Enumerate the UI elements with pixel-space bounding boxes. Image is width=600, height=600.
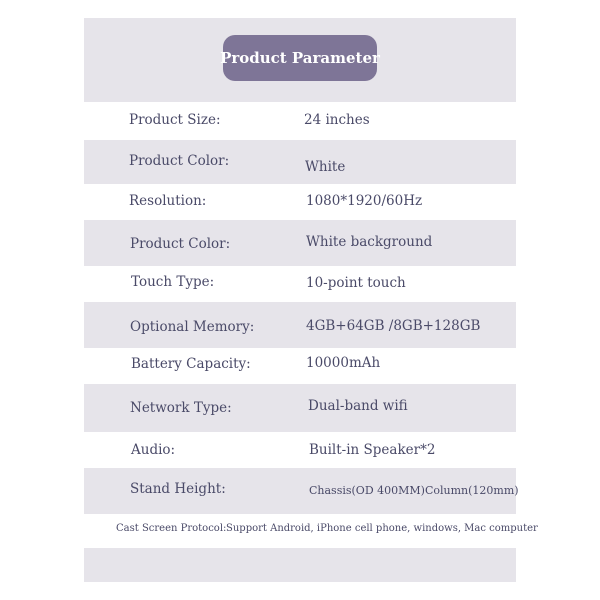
param-row bbox=[84, 266, 516, 302]
product-parameter-sheet bbox=[84, 18, 538, 582]
param-row bbox=[84, 184, 516, 220]
param-label: Resolution: bbox=[129, 193, 207, 209]
param-label: Optional Memory: bbox=[130, 319, 255, 335]
param-label: Product Color: bbox=[130, 236, 231, 252]
param-value: White background bbox=[306, 234, 433, 250]
title-badge: Product Parameter bbox=[223, 35, 377, 81]
param-value: Support Android, iPhone cell phone, windows, Mac computer bbox=[226, 523, 538, 534]
param-row bbox=[84, 220, 516, 266]
param-row bbox=[84, 514, 538, 548]
param-value: 1080*1920/60Hz bbox=[306, 193, 423, 209]
param-value: Built-in Speaker*2 bbox=[309, 442, 436, 458]
param-label: Audio: bbox=[131, 442, 176, 458]
param-label: Stand Height: bbox=[130, 481, 226, 497]
param-value: 10000mAh bbox=[306, 355, 381, 371]
param-value: 24 inches bbox=[304, 112, 370, 128]
param-label: Network Type: bbox=[130, 400, 232, 416]
param-row bbox=[84, 102, 516, 140]
param-label: Product Size: bbox=[129, 112, 221, 128]
param-label: Battery Capacity: bbox=[131, 356, 251, 372]
param-label: Product Color: bbox=[129, 153, 230, 169]
param-row bbox=[84, 140, 516, 184]
param-row bbox=[84, 348, 516, 384]
param-value: Chassis(OD 400MM)Column(120mm) bbox=[309, 484, 519, 497]
param-label: Touch Type: bbox=[131, 274, 215, 290]
param-row bbox=[84, 432, 516, 468]
footer-band bbox=[84, 548, 516, 582]
param-row bbox=[84, 302, 516, 348]
param-row bbox=[84, 468, 519, 514]
param-label: Cast Screen Protocol: bbox=[116, 523, 227, 534]
param-value: 10-point touch bbox=[306, 275, 406, 291]
param-value: 4GB+64GB /8GB+128GB bbox=[306, 318, 481, 334]
param-value: White bbox=[305, 159, 346, 175]
param-row bbox=[84, 384, 516, 432]
header-band bbox=[84, 18, 516, 102]
param-value: Dual-band wifi bbox=[308, 398, 408, 414]
